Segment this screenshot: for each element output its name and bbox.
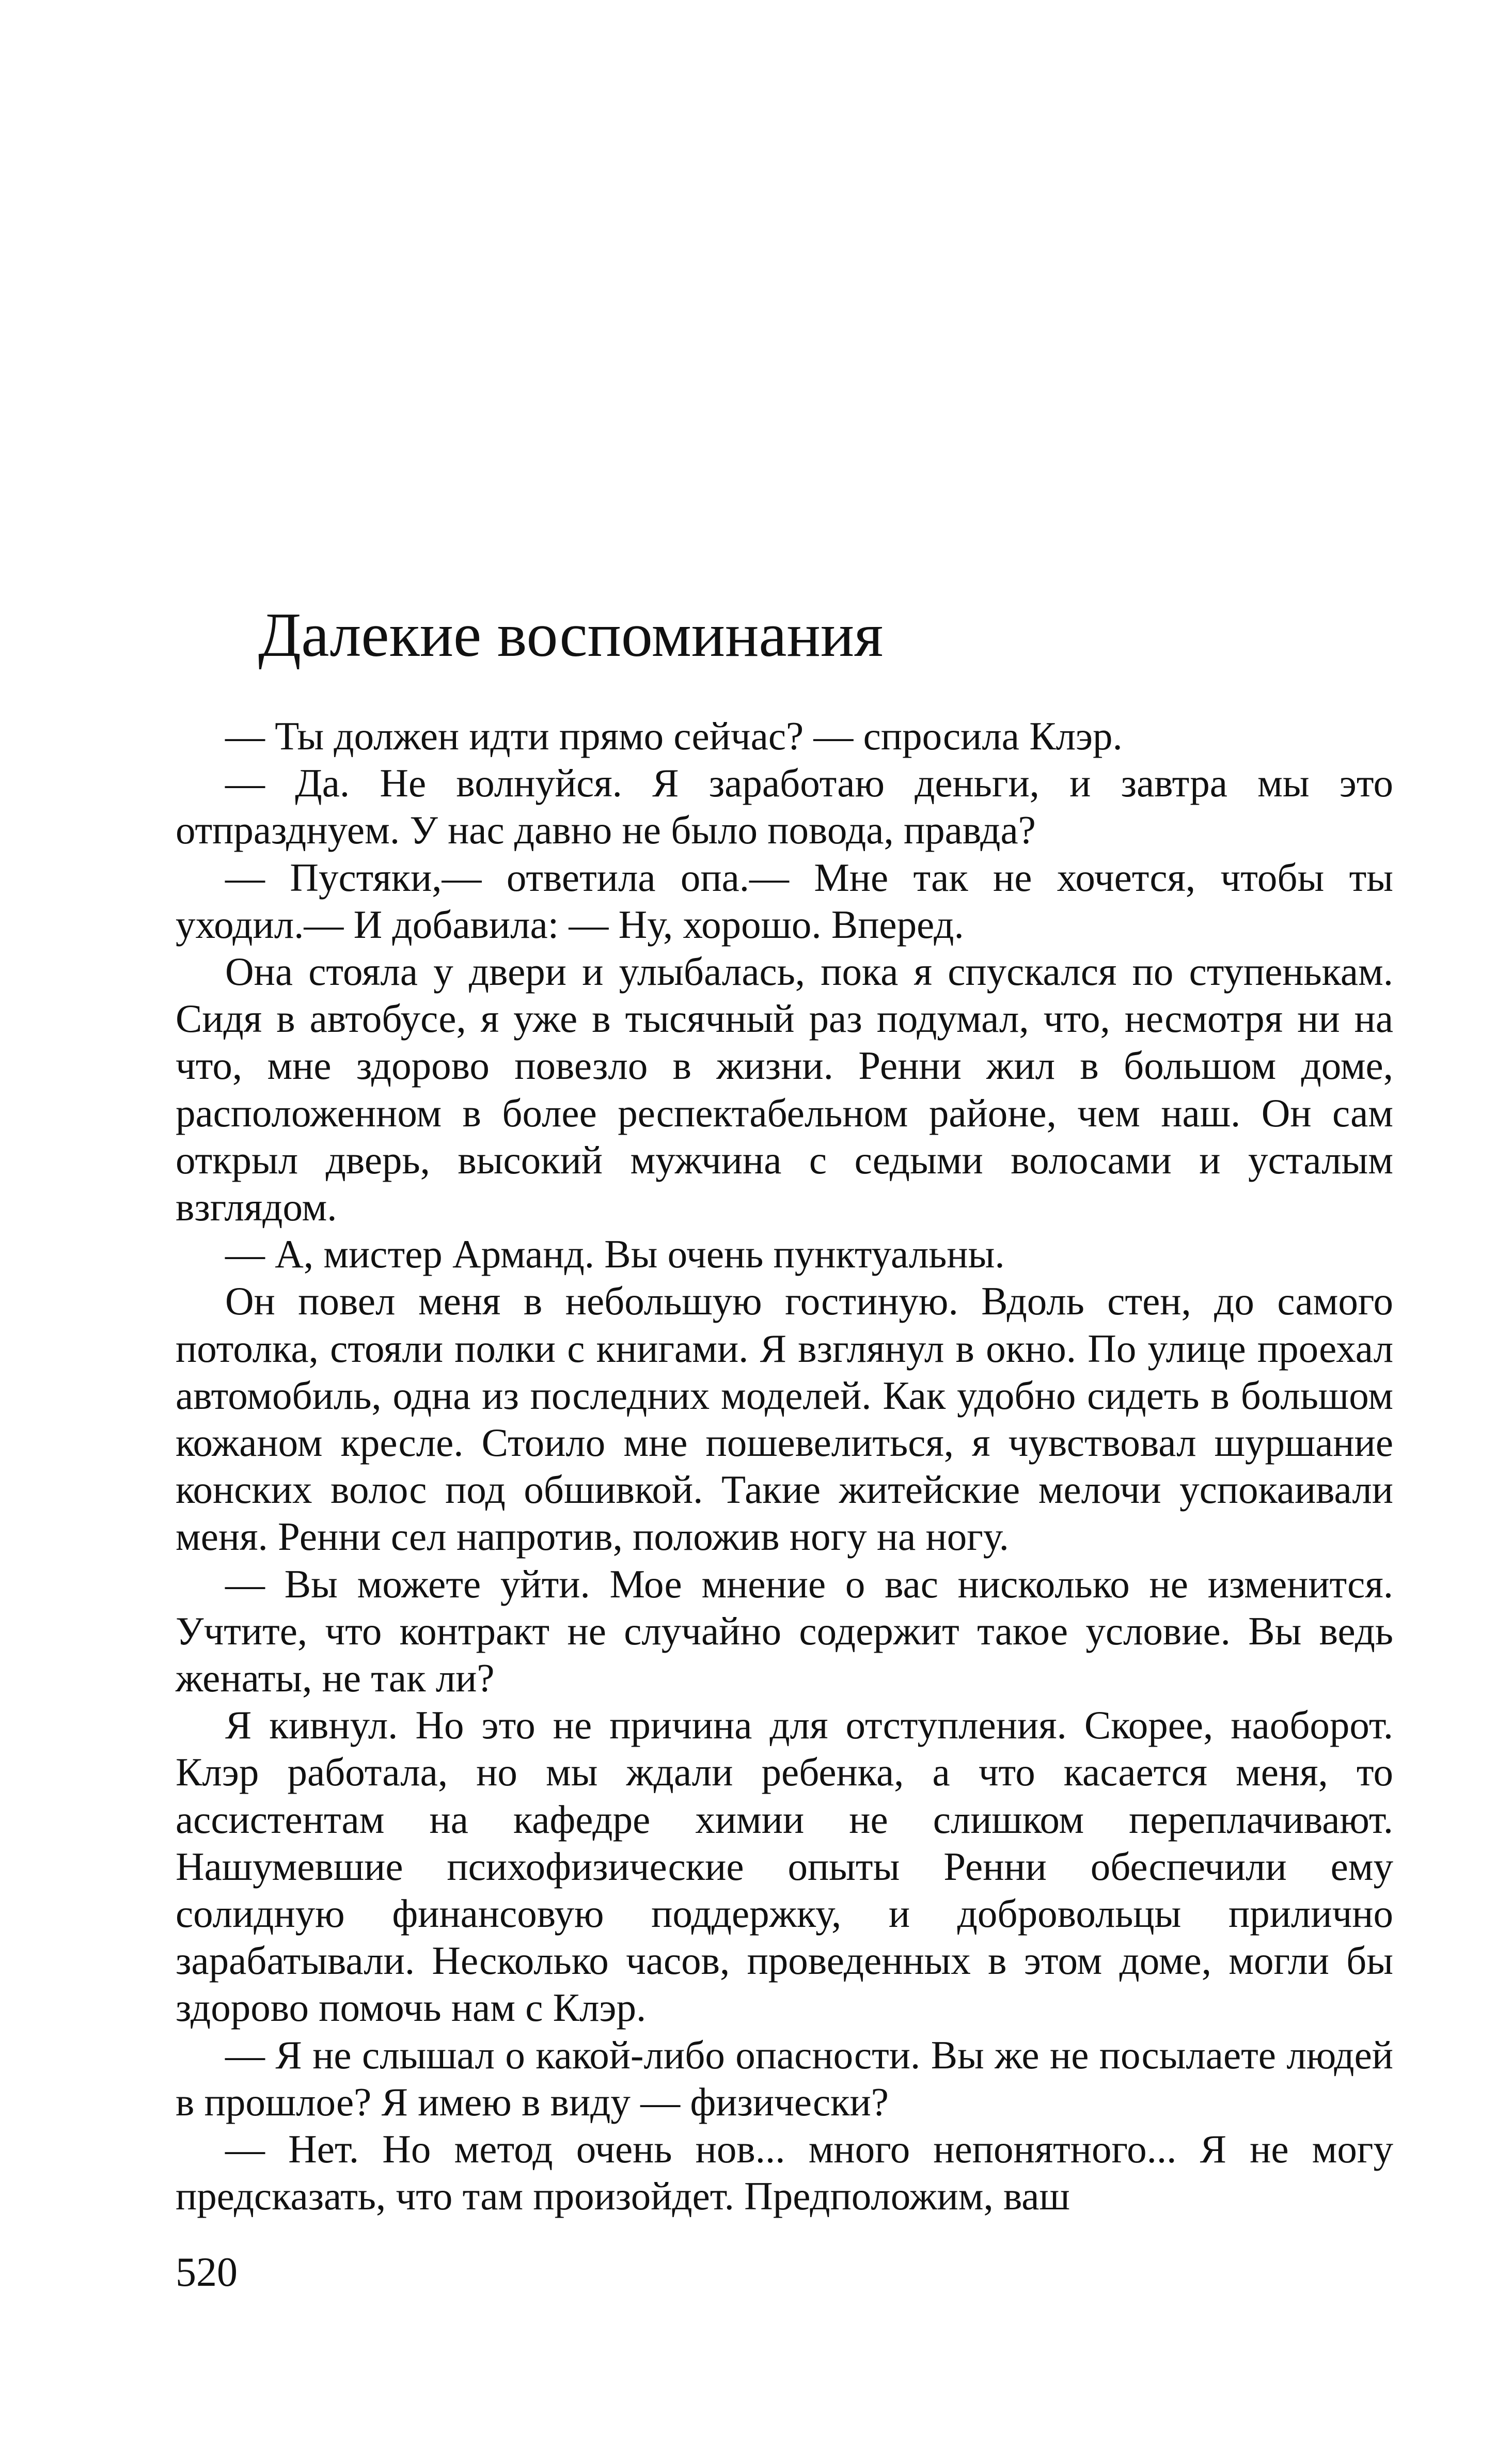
paragraph: — А, мистер Арманд. Вы очень пунктуальны. bbox=[225, 1232, 1005, 1277]
paragraph: — Да. Не волнуйся. Я заработаю деньги, и завтра мы это отпразднуем. У нас давно не было повода, правда? bbox=[176, 761, 1393, 853]
paragraph: — Ты должен идти прямо сейчас? — спросила Клэр. bbox=[225, 714, 1123, 758]
paragraph: — Нет. Но метод очень нов... много непонятного... Я не могу предсказать, что там произойдет. Предположим, ваш bbox=[176, 2127, 1393, 2219]
paragraph: — Я не слышал о какой-либо опасности. Вы же не посылаете людей в прошлое? Я имею в виду — физически? bbox=[176, 2032, 1393, 2124]
chapter-title: Далекие воспоминания bbox=[258, 600, 884, 670]
page-number: 520 bbox=[176, 2250, 238, 2295]
paragraph: Я кивнул. Но это не причина для отступления. Скорее, наоборот. Клэр работала, но мы ждали ребенка, а что касается меня, то ассистентам на кафедре химии не слишком переплачивают. Нашумевшие психофизические опыты Ренни обеспечили ему солидную финансовую поддержку, и добровольцы прилично зарабатывали. Несколько часов, проведенных в этом доме, могли бы здорово помочь нам с Клэр. bbox=[176, 1703, 1393, 2030]
body-text bbox=[176, 713, 1393, 2220]
paragraph: — Вы можете уйти. Мое мнение о вас нисколько не изменится. Учтите, что контракт не случайно содержит такое условие. Вы ведь женаты, не так ли? bbox=[176, 1561, 1393, 1701]
paragraph: Он повел меня в небольшую гостиную. Вдоль стен, до самого потолка, стояли полки с книгами. Я взглянул в окно. По улице проехал автомобиль, одна из последних моделей. Как удобно сидеть в большом кожаном кресле. Стоило мне пошевелиться, я чувствовал шуршание конских волос под обшивкой. Такие житейские мелочи успокаивали меня. Ренни сел напротив, положив ногу на ногу. bbox=[176, 1279, 1393, 1559]
paragraph: — Пустяки,— ответила опа.— Мне так не хочется, чтобы ты уходил.— И добавила: — Ну, хорошо. Вперед. bbox=[176, 855, 1393, 947]
paragraph: Она стояла у двери и улыбалась, пока я спускался по ступенькам. Сидя в автобусе, я уже в тысячный раз подумал, что, несмотря ни на что, мне здорово повезло в жизни. Ренни жил в большом доме, расположенном в более респектабельном районе, чем наш. Он сам открыл дверь, высокий мужчина с седыми волосами и усталым взглядом. bbox=[176, 949, 1393, 1230]
